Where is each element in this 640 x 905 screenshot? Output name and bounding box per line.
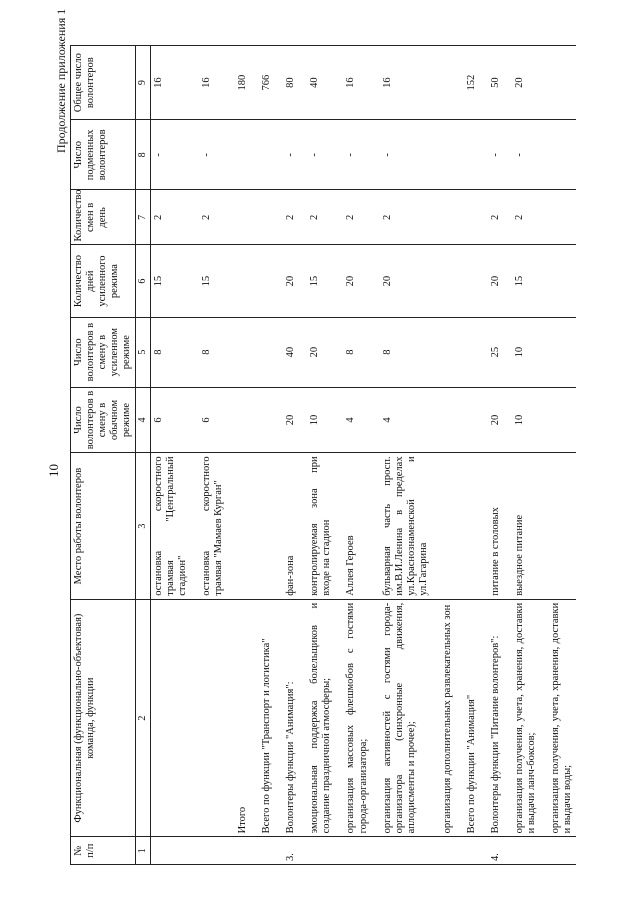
cell-func: Всего по функции "Анимация" (456, 599, 480, 837)
cell-c6: 20 (480, 245, 504, 317)
cell-c7: 2 (480, 190, 504, 245)
cell-c5 (432, 317, 456, 387)
cell-place: контролируемая зона при входе на стадион (299, 453, 335, 599)
cell-n (372, 837, 432, 865)
cell-c6 (456, 245, 480, 317)
cell-c7: 2 (191, 190, 227, 245)
cell-c4: 4 (372, 387, 432, 453)
cell-c6: 20 (335, 245, 371, 317)
cell-func (150, 599, 191, 837)
table-row (191, 46, 227, 865)
column-number: 5 (136, 317, 151, 387)
cell-c8 (456, 120, 480, 190)
header-cell: Число волонтеров в смену в усиленном режиме (71, 317, 136, 387)
cell-c9: 80 (275, 46, 299, 120)
header-cell: № п/п (71, 837, 136, 865)
cell-c7: 2 (299, 190, 335, 245)
cell-func: организация массовых флешмобов с гостями города-организатора; (335, 599, 371, 837)
cell-c8: - (191, 120, 227, 190)
table-row (275, 46, 299, 865)
cell-c4 (251, 387, 275, 453)
cell-place (227, 453, 251, 599)
cell-c9 (540, 46, 576, 120)
cell-c5: 25 (480, 317, 504, 387)
cell-c8 (251, 120, 275, 190)
cell-place: фан-зона (275, 453, 299, 599)
cell-n (251, 837, 275, 865)
cell-n (456, 837, 480, 865)
cell-c6 (432, 245, 456, 317)
table-row (456, 46, 480, 865)
cell-c5 (540, 317, 576, 387)
cell-c7: 2 (335, 190, 371, 245)
cell-func: Волонтеры функции "Питание волонтеров": (480, 599, 504, 837)
table-row (432, 46, 456, 865)
cell-n: 4. (480, 837, 504, 865)
cell-c8: - (372, 120, 432, 190)
cell-place: остановка скоростного трамвая "Центральный стадион" (150, 453, 191, 599)
cell-n (540, 837, 576, 865)
cell-c4: 6 (191, 387, 227, 453)
cell-c6 (227, 245, 251, 317)
cell-c4: 20 (480, 387, 504, 453)
cell-c7 (251, 190, 275, 245)
appendix-caption: Продолжение приложения 1 (54, 8, 68, 153)
table-row (299, 46, 335, 865)
cell-c9: 766 (251, 46, 275, 120)
cell-c5: 8 (191, 317, 227, 387)
cell-c7: 2 (275, 190, 299, 245)
cell-c8 (227, 120, 251, 190)
cell-n (191, 837, 227, 865)
header-cell: Количество смен в день (71, 190, 136, 245)
table-row (227, 46, 251, 865)
table-row (480, 46, 504, 865)
cell-place (251, 453, 275, 599)
cell-c9: 16 (335, 46, 371, 120)
cell-c4: 10 (299, 387, 335, 453)
cell-c8 (540, 120, 576, 190)
cell-c5: 8 (150, 317, 191, 387)
cell-func: организация дополнительных развлекательных зон (432, 599, 456, 837)
cell-n (432, 837, 456, 865)
column-number: 3 (136, 453, 151, 599)
cell-c7: 2 (504, 190, 540, 245)
cell-c9: 50 (480, 46, 504, 120)
cell-c9: 180 (227, 46, 251, 120)
volunteer-table (70, 45, 576, 865)
table-row (251, 46, 275, 865)
header-cell: Число волонтеров в смену в обычном режиме (71, 387, 136, 453)
cell-place (540, 453, 576, 599)
table-row (372, 46, 432, 865)
cell-c6: 15 (150, 245, 191, 317)
cell-c6 (540, 245, 576, 317)
header-cell: Общее число волонтеров (71, 46, 136, 120)
cell-place (456, 453, 480, 599)
cell-place: бульварная часть просп. им.В.И.Ленина в пределах ул.Краснознаменской и ул.Гагарина (372, 453, 432, 599)
cell-func: организация получения, учета, хранения, доставки и выдачи воды; (540, 599, 576, 837)
cell-c9: 16 (150, 46, 191, 120)
column-number-row (136, 46, 151, 865)
cell-c4: 10 (504, 387, 540, 453)
cell-place: питание в столовых (480, 453, 504, 599)
table-row (504, 46, 540, 865)
cell-func: эмоциональная поддержка болельщиков и создание праздничной атмосферы; (299, 599, 335, 837)
cell-c4 (432, 387, 456, 453)
column-number: 4 (136, 387, 151, 453)
cell-c8: - (150, 120, 191, 190)
cell-c7 (456, 190, 480, 245)
cell-c8: - (335, 120, 371, 190)
cell-c6: 15 (504, 245, 540, 317)
cell-c7: 2 (372, 190, 432, 245)
column-number: 9 (136, 46, 151, 120)
cell-place: остановка скоростного трамвая "Мамаев Курган" (191, 453, 227, 599)
cell-n: 3. (275, 837, 299, 865)
cell-func: Волонтеры функции "Анимация": (275, 599, 299, 837)
cell-n (299, 837, 335, 865)
cell-c5: 8 (335, 317, 371, 387)
cell-n (150, 837, 191, 865)
cell-c4 (456, 387, 480, 453)
column-number: 1 (136, 837, 151, 865)
cell-place (432, 453, 456, 599)
cell-c6 (251, 245, 275, 317)
cell-c5 (251, 317, 275, 387)
column-number: 2 (136, 599, 151, 837)
cell-c5: 40 (275, 317, 299, 387)
cell-func: Итого (227, 599, 251, 837)
cell-c7 (227, 190, 251, 245)
cell-c4 (227, 387, 251, 453)
cell-func: Всего по функции "Транспорт и логистика" (251, 599, 275, 837)
cell-c4: 4 (335, 387, 371, 453)
header-row (71, 46, 136, 865)
header-cell: Количество дней усиленного режима (71, 245, 136, 317)
cell-func: организация активностей с гостями города-организатора (синхронные движения, аплодисменты и прочее); (372, 599, 432, 837)
column-number: 7 (136, 190, 151, 245)
cell-place: Аллея Героев (335, 453, 371, 599)
cell-c9: 152 (456, 46, 480, 120)
cell-c6: 20 (372, 245, 432, 317)
cell-place: выездное питание (504, 453, 540, 599)
cell-c7: 2 (150, 190, 191, 245)
cell-c9: 16 (191, 46, 227, 120)
cell-c6: 20 (275, 245, 299, 317)
cell-c7 (540, 190, 576, 245)
cell-c9: 20 (504, 46, 540, 120)
cell-n (227, 837, 251, 865)
cell-c9: 16 (372, 46, 432, 120)
cell-c5: 20 (299, 317, 335, 387)
cell-n (335, 837, 371, 865)
cell-c8: - (504, 120, 540, 190)
cell-c4: 20 (275, 387, 299, 453)
cell-c5: 10 (504, 317, 540, 387)
cell-c8: - (299, 120, 335, 190)
cell-n (504, 837, 540, 865)
page-number: 10 (46, 464, 61, 477)
cell-c4: 6 (150, 387, 191, 453)
cell-c9 (432, 46, 456, 120)
table-row (150, 46, 191, 865)
header-cell: Место работы волонтеров (71, 453, 136, 599)
cell-c8 (432, 120, 456, 190)
table-body (150, 46, 576, 865)
cell-c7 (432, 190, 456, 245)
column-number: 6 (136, 245, 151, 317)
header-cell: Функциональная (функционально-объектовая) команда, функции (71, 599, 136, 837)
cell-func: организация получения, учета, хранения, доставки и выдачи ланч-боксов; (504, 599, 540, 837)
cell-c6: 15 (299, 245, 335, 317)
header-cell: Число подменных волонтеров (71, 120, 136, 190)
cell-c8: - (480, 120, 504, 190)
cell-c4 (540, 387, 576, 453)
table-row (335, 46, 371, 865)
cell-c5 (227, 317, 251, 387)
cell-func (191, 599, 227, 837)
cell-c5 (456, 317, 480, 387)
column-number: 8 (136, 120, 151, 190)
cell-c5: 8 (372, 317, 432, 387)
cell-c9: 40 (299, 46, 335, 120)
table-row (540, 46, 576, 865)
cell-c6: 15 (191, 245, 227, 317)
cell-c8: - (275, 120, 299, 190)
